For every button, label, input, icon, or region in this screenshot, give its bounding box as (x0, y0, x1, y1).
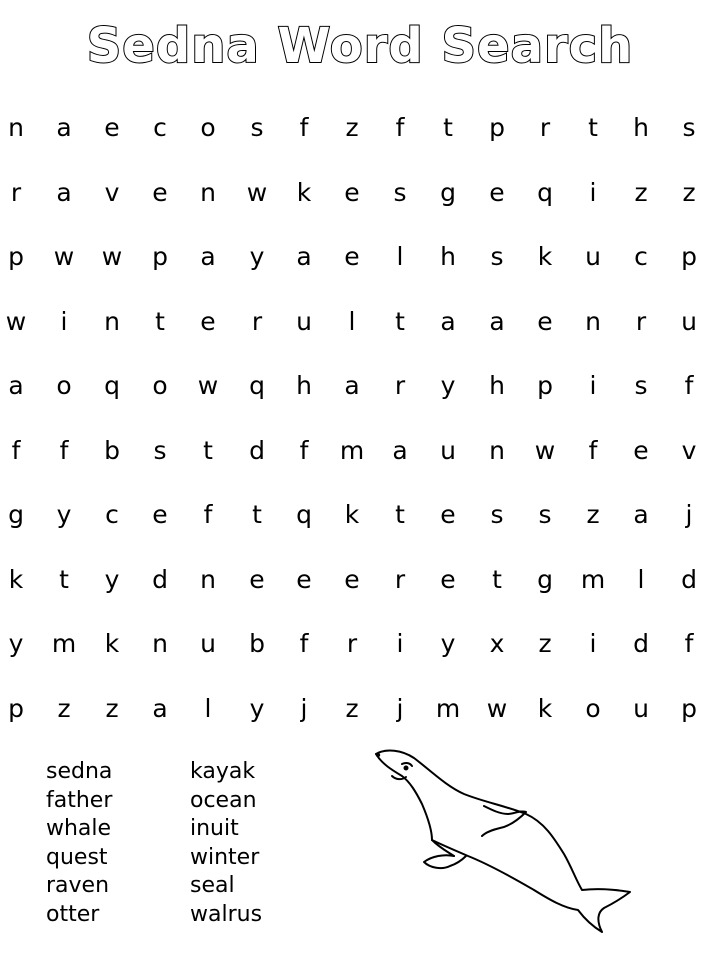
grid-cell: v (104, 177, 120, 207)
grid-cell: y (8, 629, 24, 658)
grid-cell: d (249, 435, 265, 465)
grid-cell: r (394, 564, 406, 594)
grid-cell: p (152, 242, 168, 271)
grid-cell: t (492, 564, 502, 594)
grid-cell: o (200, 113, 216, 142)
grid-cell: h (489, 371, 505, 400)
grid-cell: s (538, 500, 552, 529)
grid-cell: q (104, 371, 120, 400)
grid-cell: z (57, 693, 71, 723)
grid-cell: a (56, 113, 72, 142)
grid-cell: u (296, 306, 312, 336)
word-item: quest (46, 844, 108, 870)
grid-cell: c (153, 113, 167, 142)
grid-cell: a (56, 177, 72, 207)
grid-cell: j (396, 693, 404, 723)
word-item: raven (46, 873, 110, 899)
grid-cell: e (344, 564, 360, 594)
grid-cell: a (344, 371, 360, 400)
grid-cell: l (348, 306, 356, 336)
grid-cell: p (8, 693, 24, 723)
grid-cell: p (8, 242, 24, 271)
grid-cell: v (681, 435, 697, 465)
grid-cell: i (589, 629, 597, 658)
grid-cell: p (681, 693, 697, 723)
grid-cell: w (534, 435, 556, 465)
grid-cell: e (296, 564, 312, 594)
grid-cell: m (51, 629, 77, 658)
word-item: sedna (46, 759, 113, 784)
grid-cell: e (344, 242, 360, 271)
grid-row (0, 677, 720, 742)
grid-cell: s (634, 371, 648, 400)
grid-cell: m (580, 564, 606, 594)
seal-icon (360, 740, 640, 945)
word-list-column-1 (46, 758, 112, 930)
grid-cell: f (203, 500, 213, 529)
grid-cell: r (10, 177, 22, 207)
grid-cell: a (392, 435, 408, 465)
grid-cell: n (8, 113, 24, 142)
word-item: kayak (190, 759, 256, 784)
grid-cell: n (585, 306, 601, 336)
grid-cell: y (440, 629, 456, 658)
page-title: Sedna Word Search (86, 18, 634, 74)
grid-cell: f (588, 435, 598, 465)
grid-cell: k (8, 564, 24, 594)
grid-cell: z (105, 693, 119, 723)
grid-cell: p (537, 371, 553, 400)
grid-cell: s (393, 177, 407, 207)
grid-cell: t (443, 113, 453, 142)
grid-cell: j (685, 500, 693, 529)
grid-cell: e (440, 564, 456, 594)
grid-cell: h (633, 113, 649, 142)
grid-cell: l (204, 693, 212, 723)
word-item: winter (190, 844, 260, 870)
grid-cell: s (682, 113, 696, 142)
grid-cell: z (345, 693, 359, 723)
grid-row (0, 96, 720, 161)
grid-cell: e (633, 435, 649, 465)
grid-cell: a (440, 306, 456, 336)
grid-cell: x (489, 629, 505, 658)
grid-cell: t (395, 306, 405, 336)
grid-cell: e (344, 177, 360, 207)
grid-cell: q (249, 371, 265, 400)
grid-cell: t (155, 306, 165, 336)
word-item: whale (46, 816, 112, 842)
grid-cell: e (152, 177, 168, 207)
grid-cell: f (59, 435, 69, 465)
grid-cell: u (440, 435, 456, 465)
word-item: seal (190, 873, 235, 899)
grid-cell: n (489, 435, 505, 465)
grid-row (0, 354, 720, 419)
grid-cell: a (633, 500, 649, 529)
grid-cell: o (152, 371, 168, 400)
grid-cell: i (396, 629, 404, 658)
grid-row (0, 483, 720, 548)
grid-cell: y (56, 500, 72, 529)
grid-cell: e (152, 500, 168, 529)
grid-cell: q (537, 177, 553, 207)
grid-cell: f (299, 629, 309, 658)
grid-cell: n (152, 629, 168, 658)
grid-cell: z (345, 113, 359, 142)
grid-cell: f (684, 629, 694, 658)
grid-cell: l (396, 242, 404, 271)
grid-cell: z (682, 177, 696, 207)
word-item: otter (46, 901, 100, 927)
grid-cell: p (681, 242, 697, 271)
grid-cell: k (344, 500, 360, 529)
grid-cell: k (537, 242, 553, 271)
grid-cell: a (8, 371, 24, 400)
grid-row (0, 548, 720, 613)
grid-row (0, 419, 720, 484)
grid-cell: d (681, 564, 697, 594)
grid-cell: s (250, 113, 264, 142)
grid-cell: w (246, 177, 268, 207)
grid-cell: s (153, 435, 167, 465)
grid-cell: u (200, 629, 216, 658)
grid-cell: u (633, 693, 649, 723)
grid-cell: l (637, 564, 645, 594)
grid-cell: f (11, 435, 21, 465)
grid-cell: f (299, 435, 309, 465)
grid-row (0, 612, 720, 677)
grid-cell: y (104, 564, 120, 594)
grid-cell: b (104, 435, 120, 465)
grid-cell: t (588, 113, 598, 142)
grid-cell: n (104, 306, 120, 336)
grid-cell: t (59, 564, 69, 594)
grid-cell: r (251, 306, 263, 336)
grid-cell: f (395, 113, 405, 142)
grid-cell: z (538, 629, 552, 658)
word-item: father (46, 787, 113, 813)
grid-row (0, 225, 720, 290)
grid-cell: j (300, 693, 308, 723)
grid-cell: o (56, 371, 72, 400)
grid-cell: s (490, 242, 504, 271)
grid-cell: m (339, 435, 365, 465)
word-item: ocean (190, 787, 257, 813)
grid-cell: a (152, 693, 168, 723)
grid-cell: a (200, 242, 216, 271)
grid-cell: u (585, 242, 601, 271)
grid-row (0, 290, 720, 355)
grid-cell: u (681, 306, 697, 336)
grid-cell: h (296, 371, 312, 400)
grid-cell: e (440, 500, 456, 529)
grid-cell: e (200, 306, 216, 336)
grid-cell: y (249, 693, 265, 723)
grid-cell: e (537, 306, 553, 336)
grid-cell: p (489, 113, 505, 142)
grid-cell: k (296, 177, 312, 207)
word-item: inuit (190, 816, 239, 842)
grid-cell: g (440, 177, 456, 207)
grid-cell: c (105, 500, 119, 529)
grid-cell: e (249, 564, 265, 594)
grid-cell: a (489, 306, 505, 336)
grid-cell: t (203, 435, 213, 465)
grid-cell: g (8, 500, 24, 529)
grid-cell: i (589, 371, 597, 400)
grid-cell: g (537, 564, 553, 594)
grid-cell: n (200, 177, 216, 207)
grid-cell: r (346, 629, 358, 658)
grid-cell: h (440, 242, 456, 271)
grid-cell: w (5, 306, 27, 336)
grid-cell: m (435, 693, 461, 723)
grid-cell: i (589, 177, 597, 207)
grid-cell: n (200, 564, 216, 594)
grid-cell: r (394, 371, 406, 400)
grid-cell: y (440, 371, 456, 400)
grid-cell: t (252, 500, 262, 529)
grid-cell: s (490, 500, 504, 529)
grid-cell: w (53, 242, 75, 271)
grid-cell: z (634, 177, 648, 207)
grid-cell: w (101, 242, 123, 271)
grid-cell: k (104, 629, 120, 658)
grid-cell: o (585, 693, 601, 723)
grid-row (0, 161, 720, 226)
grid-cell: d (633, 629, 649, 658)
grid-cell: q (296, 500, 312, 529)
grid-cell: w (197, 371, 219, 400)
word-list-column-2 (190, 758, 262, 930)
grid-cell: r (539, 113, 551, 142)
grid-cell: i (60, 306, 68, 336)
grid-cell: r (635, 306, 647, 336)
grid-cell: e (489, 177, 505, 207)
grid-cell: z (586, 500, 600, 529)
grid-cell: y (249, 242, 265, 271)
grid-cell: d (152, 564, 168, 594)
grid-cell: w (486, 693, 508, 723)
grid-cell: c (634, 242, 648, 271)
grid-cell: f (684, 371, 694, 400)
word-item: walrus (190, 901, 263, 927)
letter-grid (0, 96, 720, 741)
grid-cell: f (299, 113, 309, 142)
grid-cell: b (249, 629, 265, 658)
grid-cell: e (104, 113, 120, 142)
grid-cell: t (395, 500, 405, 529)
grid-cell: k (537, 693, 553, 723)
grid-cell: a (296, 242, 312, 271)
